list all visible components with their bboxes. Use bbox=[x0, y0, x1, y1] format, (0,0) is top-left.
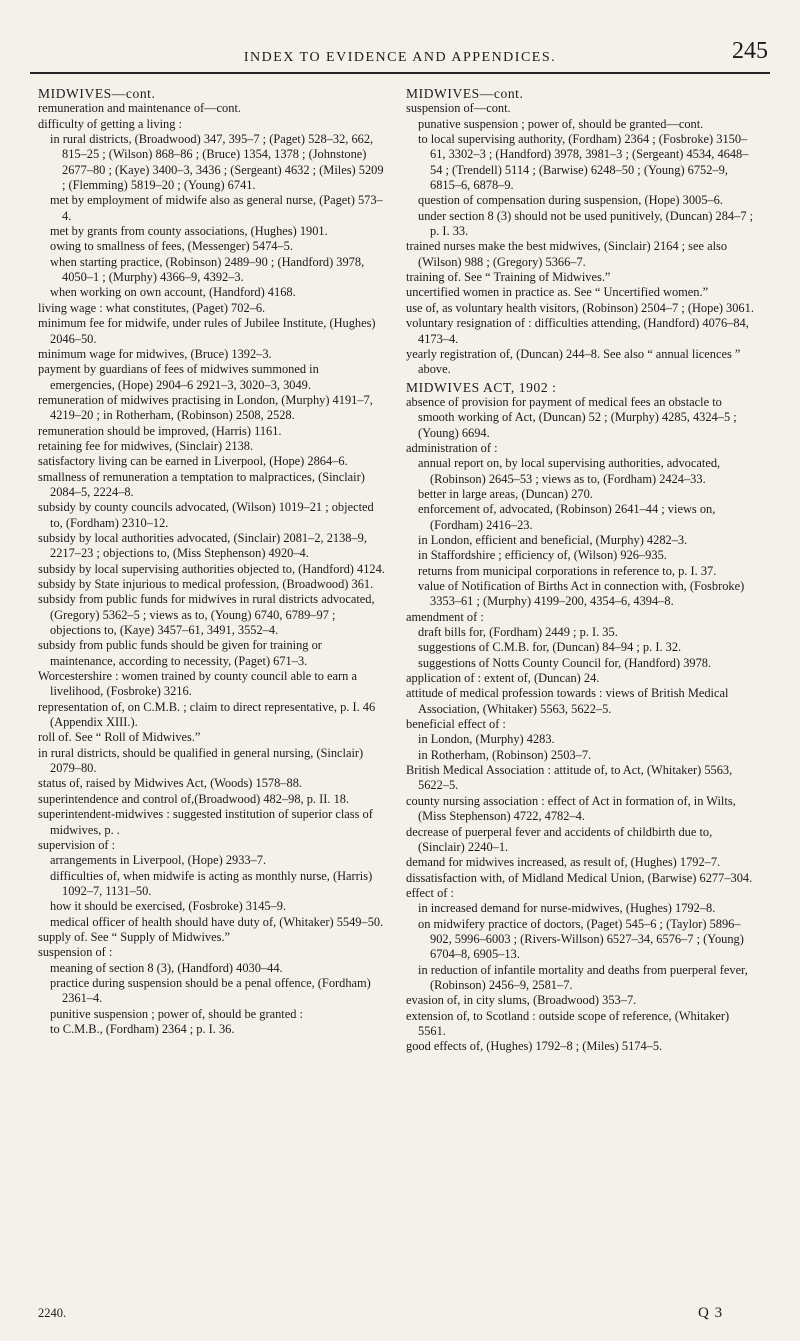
index-entry: living wage : what constitutes, (Paget) 702–6. bbox=[38, 300, 266, 315]
index-entry: subsidy from public funds should be given for training or maintenance, according to necessity, (Paget) 671–3. bbox=[38, 638, 322, 668]
index-entry: suggestions of Notts County Council for, (Handford) 3978. bbox=[418, 655, 712, 670]
page-number: 245 bbox=[732, 38, 768, 64]
index-entry: in London, (Murphy) 4283. bbox=[418, 732, 555, 747]
index-entry: owing to smallness of fees, (Messenger) 5474–5. bbox=[50, 239, 293, 254]
index-entry: subsidy by local supervising authorities objected to, (Handford) 4124. bbox=[38, 561, 385, 576]
index-entry: under section 8 (3) should not be used punitively, (Duncan) 284–7 ; p. I. 33. bbox=[418, 208, 754, 239]
index-entry: decrease of puerperal fever and accidents of childbirth due to, (Sinclair) 2240–1. bbox=[406, 824, 713, 854]
index-entry: in rural districts, should be qualified in general nursing, (Sinclair) 2079–80. bbox=[38, 745, 364, 776]
page-header bbox=[30, 38, 770, 78]
index-entry: remuneration of midwives practising in London, (Murphy) 4191–7, 4219–20 ; in Rotherham, (Robinson) 2508, 2528. bbox=[38, 392, 373, 423]
index-entry: representation of, on C.M.B. ; claim to direct representative, p. I. 46 (Appendix XIII.). bbox=[38, 699, 376, 730]
index-entry: application of : extent of, (Duncan) 24. bbox=[406, 671, 600, 686]
index-entry: dissatisfaction with, of Midland Medical Union, (Barwise) 6277–304. bbox=[406, 870, 753, 885]
index-entry: yearly registration of, (Duncan) 244–8. See also “ annual licences ” above. bbox=[406, 346, 741, 377]
index-entry: punitive suspension ; power of, should be granted : bbox=[50, 1006, 303, 1021]
index-entry: meaning of section 8 (3), (Handford) 4030–44. bbox=[50, 960, 283, 975]
index-entry: in reduction of infantile mortality and deaths from puerperal fever, (Robinson) 2456–9, 2581–7. bbox=[418, 962, 748, 992]
index-entry: extension of, to Scotland : outside scope of reference, (Whitaker) 5561. bbox=[406, 1008, 730, 1038]
index-entry: practice during suspension should be a penal offence, (Fordham) 2361–4. bbox=[50, 975, 371, 1006]
index-entry: demand for midwives increased, as result of, (Hughes) 1792–7. bbox=[406, 855, 721, 870]
index-entry: suspension of—cont. bbox=[406, 101, 511, 116]
index-entry: county nursing association : effect of Act in formation of, in Wilts, (Miss Stephenson) 4722, 4782–4. bbox=[406, 793, 736, 824]
index-entry: roll of. See “ Roll of Midwives.” bbox=[38, 730, 201, 745]
index-entry: enforcement of, advocated, (Robinson) 2641–44 ; views on, (Fordham) 2416–23. bbox=[418, 502, 716, 532]
index-entry: satisfactory living can be earned in Liverpool, (Hope) 2864–6. bbox=[38, 454, 348, 469]
index-entry: remuneration and maintenance of—cont. bbox=[38, 101, 241, 116]
index-entry: better in large areas, (Duncan) 270. bbox=[418, 486, 593, 501]
index-entry: remuneration should be improved, (Harris) 1161. bbox=[38, 423, 282, 438]
index-entry: minimum fee for midwife, under rules of Jubilee Institute, (Hughes) 2046–50. bbox=[38, 316, 376, 346]
index-entry: medical officer of health should have duty of, (Whitaker) 5549–50. bbox=[50, 914, 384, 929]
index-entry: annual report on, by local supervising authorities, advocated, (Robinson) 2645–53 ; views as to, (Fordham) 2424–33. bbox=[418, 456, 721, 486]
index-entry: minimum wage for midwives, (Bruce) 1392–3. bbox=[38, 346, 272, 361]
index-entry: in increased demand for nurse-midwives, (Hughes) 1792–8. bbox=[418, 901, 716, 916]
index-entry: good effects of, (Hughes) 1792–8 ; (Miles) 5174–5. bbox=[406, 1039, 663, 1054]
right-index-column bbox=[406, 84, 754, 1055]
index-entry: when starting practice, (Robinson) 2489–90 ; (Handford) 3978, 4050–1 ; (Murphy) 4366–9, 4392–3. bbox=[50, 254, 365, 285]
index-entry: subsidy by State injurious to medical profession, (Broadwood) 361. bbox=[38, 577, 374, 591]
running-head: INDEX TO EVIDENCE AND APPENDICES. bbox=[243, 50, 557, 65]
index-entry: when working on own account, (Handford) 4168. bbox=[50, 285, 296, 300]
index-entry: subsidy by county councils advocated, (Wilson) 1019–21 ; objected to, (Fordham) 2310–12. bbox=[38, 500, 374, 530]
index-entry: how it should be exercised, (Fosbroke) 3145–9. bbox=[50, 899, 287, 914]
header-rule bbox=[30, 72, 770, 74]
index-entry: attitude of medical profession towards : views of British Medical Association, (Whitaker) 5563, 5622–5. bbox=[406, 686, 729, 716]
index-entry: British Medical Association : attitude of, to Act, (Whitaker) 5563, 5622–5. bbox=[406, 763, 733, 793]
index-entry: to local supervising authority, (Fordham) 2364 ; (Fosbroke) 3150–61, 3302–3 ; (Handford) 3978, 3981–3 ; (Sergeant) 4534, 4648–54 ; (Trendell) 5114 ; (Barwise) 6248–50 ; (Young) 6752–9, 6815–6, 6878–9. bbox=[418, 132, 749, 193]
index-entry: payment by guardians of fees of midwives summoned in emergencies, (Hope) 2904–6 2921–3, 3020–3, 3049. bbox=[38, 362, 319, 392]
index-entry: uncertified women in practice as. See “ Uncertified women.” bbox=[406, 285, 709, 300]
index-entry: superintendence and control of,(Broadwood) 482–98, p. II. 18. bbox=[38, 791, 350, 806]
footer-signature-mark: Q 3 bbox=[698, 1305, 724, 1321]
index-heading: MIDWIVES—cont. bbox=[406, 86, 524, 101]
index-entry: trained nurses make the best midwives, (Sinclair) 2164 ; see also (Wilson) 988 ; (Gregory) 5366–7. bbox=[406, 239, 728, 269]
index-entry: beneficial effect of : bbox=[406, 717, 506, 732]
index-entry: in Rotherham, (Robinson) 2503–7. bbox=[418, 747, 592, 762]
index-entry: status of, raised by Midwives Act, (Woods) 1578–88. bbox=[38, 776, 302, 791]
index-entry: met by grants from county associations, (Hughes) 1901. bbox=[50, 224, 328, 239]
index-entry: supervision of : bbox=[38, 837, 116, 852]
index-entry: absence of provision for payment of medical fees an obstacle to smooth working of Act, (Duncan) 52 ; (Murphy) 4285, 4324–5 ; (Young) 6694. bbox=[406, 394, 737, 440]
index-heading: MIDWIVES—cont. bbox=[38, 86, 156, 101]
index-entry: suggestions of C.M.B. for, (Duncan) 84–94 ; p. I. 32. bbox=[418, 640, 682, 655]
index-entry: draft bills for, (Fordham) 2449 ; p. I. 35. bbox=[418, 625, 618, 640]
index-entry: subsidy by local authorities advocated, (Sinclair) 2081–2, 2138–9, 2217–23 ; objections to, (Miss Stephenson) 4920–4. bbox=[38, 530, 367, 561]
index-heading: MIDWIVES ACT, 1902 : bbox=[406, 379, 557, 395]
index-entry: smallness of remuneration a temptation to malpractices, (Sinclair) 2084–5, 2224–8. bbox=[38, 469, 365, 499]
index-entry: on midwifery practice of doctors, (Paget) 545–6 ; (Taylor) 5896–902, 5996–6003 ; (Rivers-Willson) 6527–34, 6576–7 ; (Young) 6704–8, 6905–13. bbox=[418, 916, 744, 962]
index-entry: effect of : bbox=[406, 885, 454, 900]
index-entry: difficulties of, when midwife is acting as monthly nurse, (Harris) 1092–7, 1131–50. bbox=[50, 868, 373, 898]
index-entry: difficulty of getting a living : bbox=[38, 116, 182, 131]
left-index-column bbox=[38, 84, 386, 1037]
index-entry: use of, as voluntary health visitors, (Robinson) 2504–7 ; (Hope) 3061. bbox=[406, 300, 754, 315]
index-entry: administration of : bbox=[406, 440, 498, 455]
index-entry: supply of. See “ Supply of Midwives.” bbox=[38, 929, 231, 944]
index-entry: arrangements in Liverpool, (Hope) 2933–7. bbox=[50, 853, 267, 868]
index-entry: to C.M.B., (Fordham) 2364 ; p. I. 36. bbox=[50, 1021, 235, 1036]
index-entry: retaining fee for midwives, (Sinclair) 2138. bbox=[38, 438, 254, 453]
index-entry: superintendent-midwives : suggested institution of superior class of midwives, p. . bbox=[38, 807, 373, 837]
index-entry: question of compensation during suspension, (Hope) 3005–6. bbox=[418, 193, 723, 208]
index-entry: punative suspension ; power of, should be granted—cont. bbox=[418, 116, 704, 131]
index-entry: value of Notification of Births Act in connection with, (Fosbroke) 3353–61 ; (Murphy) 4199–200, 4354–6, 4394–8. bbox=[418, 579, 745, 609]
index-entry: amendment of : bbox=[406, 609, 484, 624]
index-entry: training of. See “ Training of Midwives.” bbox=[406, 270, 611, 285]
index-entry: Worcestershire : women trained by county council able to earn a livelihood, (Fosbroke) 3216. bbox=[38, 669, 357, 699]
index-entry: in Staffordshire ; efficiency of, (Wilson) 926–935. bbox=[418, 548, 667, 563]
index-entry: in London, efficient and beneficial, (Murphy) 4282–3. bbox=[418, 532, 688, 547]
index-entry: evasion of, in city slums, (Broadwood) 353–7. bbox=[406, 993, 637, 1008]
index-entry: met by employment of midwife also as general nurse, (Paget) 573–4. bbox=[50, 193, 383, 223]
index-entry: voluntary resignation of : difficulties attending, (Handford) 4076–84, 4173–4. bbox=[406, 316, 749, 346]
index-entry: subsidy from public funds for midwives in rural districts advocated, (Gregory) 5362–5 ; views as to, (Young) 6740, 6789–97 ; objections to, (Kaye) 3457–61, 3491, 3552–4. bbox=[38, 592, 375, 638]
index-entry: returns from municipal corporations in reference to, p. I. 37. bbox=[418, 563, 717, 578]
index-entry: in rural districts, (Broadwood) 347, 395–7 ; (Paget) 528–32, 662, 815–25 ; (Wilson) 868–86 ; (Bruce) 1354, 1378 ; (Johnstone) 2677–80 ; (Kaye) 3400–3, 3436 ; (Sergeant) 4632 ; (Miles) 5209 ; (Flemming) 5819–20 ; (Young) 6741. bbox=[50, 132, 384, 193]
index-entry: suspension of : bbox=[38, 945, 113, 960]
footer-sheet-number: 2240. bbox=[38, 1306, 67, 1320]
